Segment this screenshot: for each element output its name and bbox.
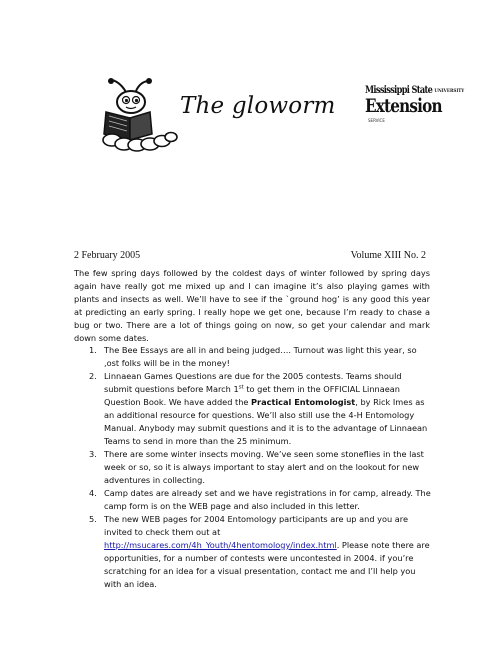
msu-extension-logo bbox=[365, 85, 465, 134]
list-item bbox=[74, 344, 432, 370]
logo-line-service: SERVICE bbox=[368, 118, 385, 123]
list-item-number: 4. bbox=[89, 488, 97, 498]
list-item-number: 1. bbox=[89, 345, 97, 355]
dateline bbox=[74, 250, 426, 261]
issue-date: 2 February 2005 bbox=[74, 250, 141, 261]
book-title: Practical Entomologist bbox=[251, 397, 356, 407]
list-item-text: There are some winter insects moving. We’ve seen some stoneflies in the last week or so, so it is always important to stay alert and on the lookout for new adventures in collecting. bbox=[104, 449, 424, 485]
list-item bbox=[74, 448, 432, 487]
intro-paragraph: The few spring days followed by the coldest days of winter followed by spring days again have really got me mixed up and I can imagine it’s also playing games with plants and insects as well. We’ll have to see if the `ground hog’ is any good this year at predicting an early spring. I really hope we get one, because I’m ready to chase a bug or two. There are a lot of things going on now, so get your calendar and mark down some dates. bbox=[74, 268, 430, 343]
logo-line-extension: Extension bbox=[365, 95, 442, 117]
list-item bbox=[74, 370, 432, 448]
logo-line-university: Mississippi State $^{UNIVERSITY}$ bbox=[365, 85, 465, 96]
list-item-number: 2. bbox=[89, 371, 97, 381]
list-item bbox=[74, 513, 432, 591]
masthead bbox=[0, 0, 502, 150]
list-item-text: The Bee Essays are all in and being judged…. Turnout was light this year, so ,ost folks will be in the money! bbox=[104, 345, 417, 368]
list-item-number: 5. bbox=[89, 514, 97, 524]
entomology-web-link[interactable]: http://msucares.com/4h_Youth/4hentomology/index.html bbox=[104, 540, 337, 550]
list-item-number: 3. bbox=[89, 449, 97, 459]
newsletter-title: The gloworm bbox=[180, 93, 336, 119]
issue-volume: Volume XIII No. 2 bbox=[350, 250, 426, 261]
list-item-text: Camp dates are already set and we have registrations in for camp, already. The camp form is on the WEB page and also included in this letter. bbox=[104, 488, 431, 511]
news-item-list bbox=[74, 344, 432, 591]
list-item-text: Linnaean Games Questions are due for the 2005 contests. Teams should submit questions before March 1st to get them in the OFFICIAL Linnaean Question Book. We have added the Practical Entomologist, by Rick Imes as an additional resource for questions. We’ll also still use the 4-H Entomology Manual. Anybody may submit questions and it is to the advantage of Linnaean Teams to send in more than the 25 minimum. bbox=[104, 371, 428, 446]
list-item bbox=[74, 487, 432, 513]
list-item-text: The new WEB pages for 2004 Entomology participants are up and you are invited to check them out at http://msucares.com/4h_Youth/4hentomology/index.html. Please note there are opportunities, for a number of contests were uncontested in 2004. if you’re scratching for an idea for a visual presentation, contact me and I’ll help you with an idea. bbox=[104, 514, 430, 589]
bookworm-reading-icon bbox=[96, 78, 178, 154]
